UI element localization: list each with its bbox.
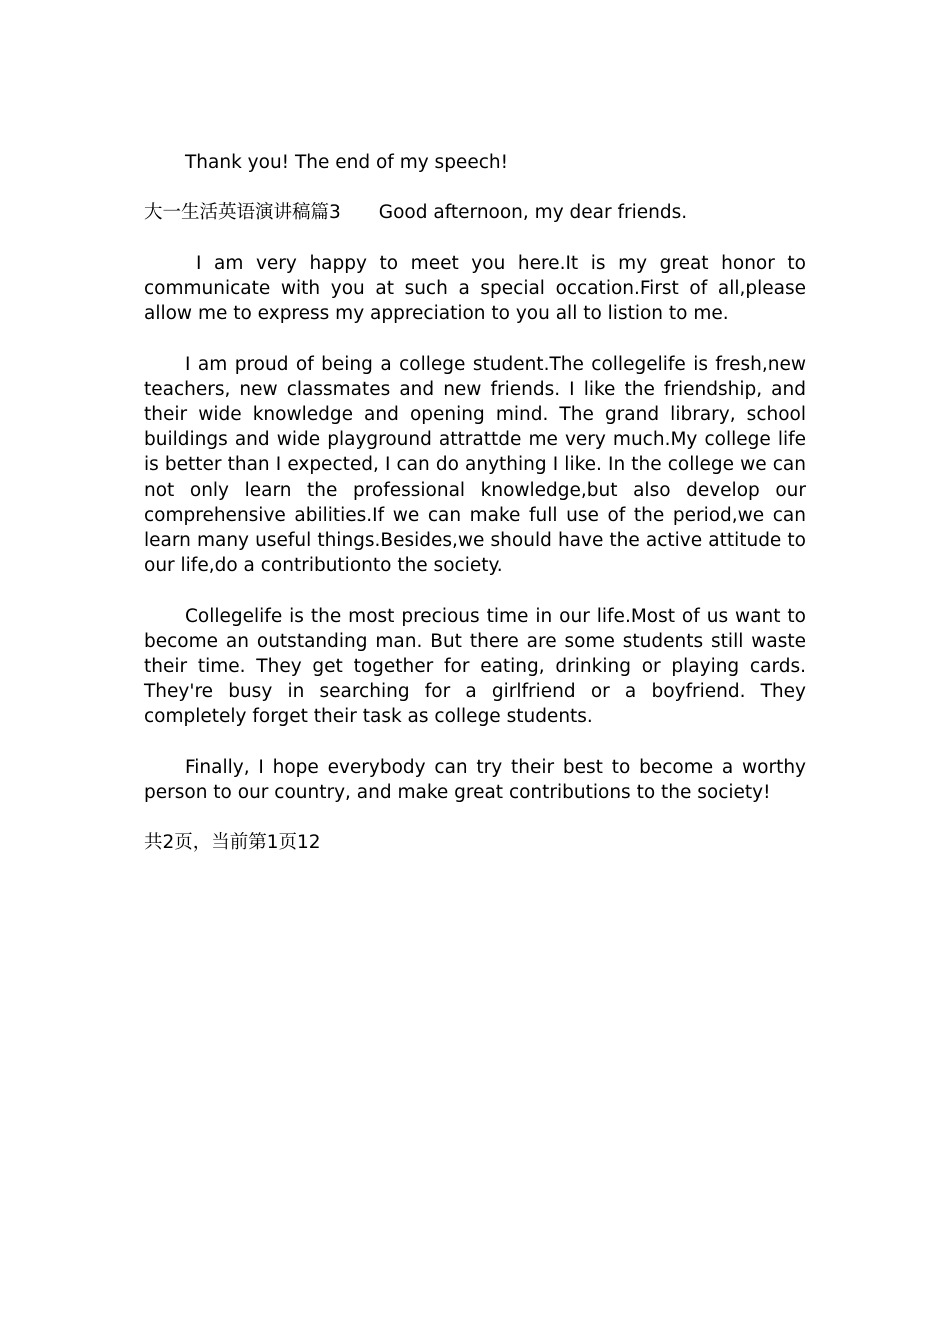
paragraph-college-student: I am proud of being a college student.The collegelife is fresh,new teachers, new classmates and new friends. I like the friendship, and their wide knowledge and opening mind. The grand library, school buildings and wide playground attrattde me very much.My college life is better than I expected, I can do anything I like. In the college we can not only learn the professional knowledge,but also develop our comprehensive abilities.If we can make full use of the period,we can learn many useful things.Besides,we should have the active attitude to our life,do a contributionto the society. [144,353,806,577]
section-greeting: Good afternoon, my dear friends. [378,202,688,224]
page-footer: 共2页，当前第1页12 [144,832,321,854]
paragraph-finally: Finally, I hope everybody can try their best to become a worthy person to our country, and make great contributions to the society! [144,756,806,803]
paragraph-intro: I am very happy to meet you here.It is my great honor to communicate with you at such a special occation.First of all,please allow me to express my appreciation to you all to listion to me. [144,252,806,325]
paragraph-precious-time: Collegelife is the most precious time in our life.Most of us want to become an outstanding man. But there are some students still waste their time. They get together for eating, drinking or playing cards. They're busy in searching for a girlfriend or a boyfriend. They completely forget their task as college students. [144,605,806,728]
document-page [144,150,806,856]
section-heading [144,200,806,225]
closing-line: Thank you! The end of my speech! [185,152,509,173]
section-title: 大一生活英语演讲稿篇3 [144,202,341,224]
